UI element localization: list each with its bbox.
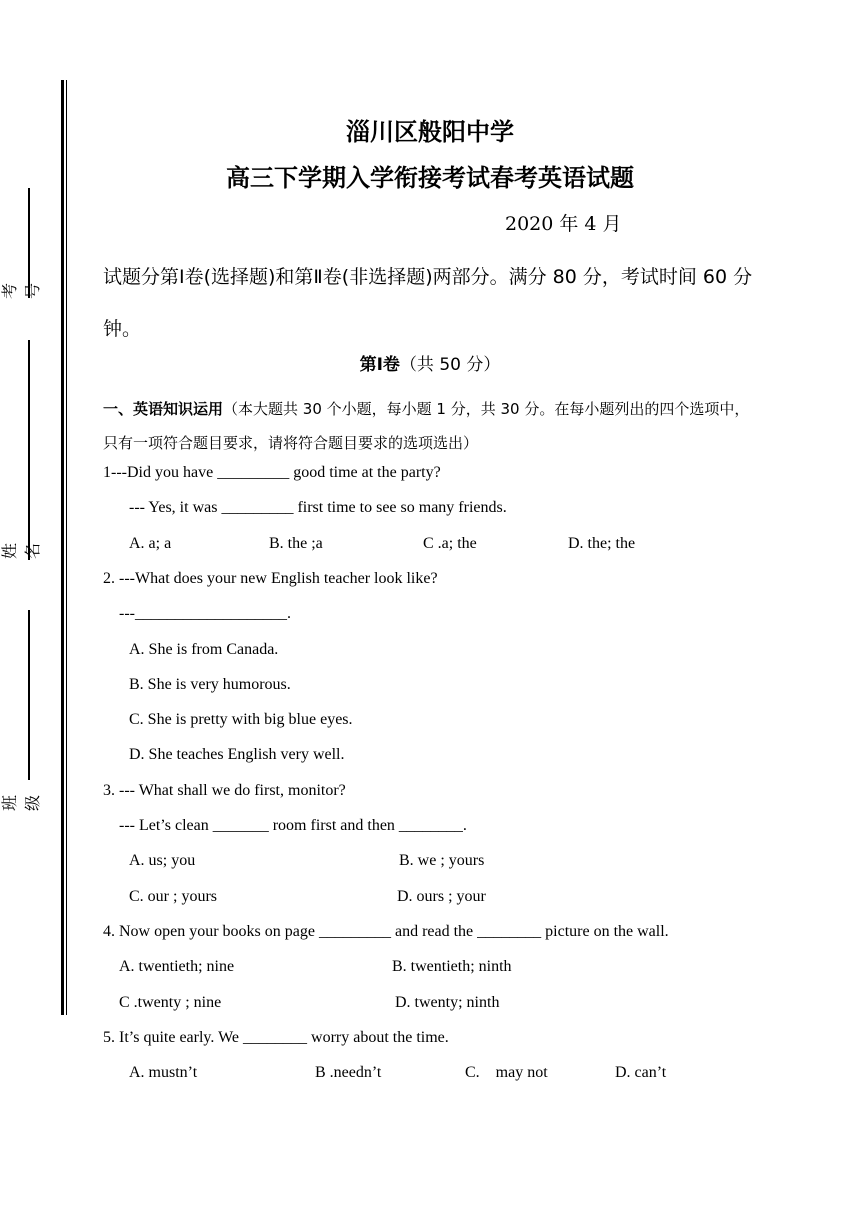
section1-heading	[103, 392, 763, 460]
option-d[interactable]: D. can’t	[615, 1064, 667, 1081]
exam-no-label: 考号	[0, 283, 42, 300]
question-stem: 5. It’s quite early. We ________ worry about the time.	[103, 1029, 449, 1046]
option-b[interactable]: B. the ;a	[269, 535, 323, 552]
option-d[interactable]: D. twenty; ninth	[395, 994, 500, 1011]
option-d[interactable]: D. ours ; your	[397, 888, 486, 905]
exam-date: 2020 年 4 月	[505, 213, 622, 235]
option-d[interactable]: D. the; the	[568, 535, 636, 552]
intro-text: 试题分第Ⅰ卷(选择题)和第Ⅱ卷(非选择题)两部分。满分 80 分，考试时间 60 分钟。	[103, 266, 753, 340]
option-a[interactable]: A. mustn’t	[129, 1064, 198, 1081]
option-d[interactable]: D. She teaches English very well.	[129, 746, 345, 763]
class-underline[interactable]	[28, 610, 30, 780]
option-a[interactable]: A. a; a	[129, 535, 172, 552]
option-c[interactable]: C. She is pretty with big blue eyes.	[129, 711, 353, 728]
option-b[interactable]: B .needn’t	[315, 1064, 382, 1081]
option-c[interactable]: C .a; the	[423, 535, 477, 552]
question-stem-2: ---___________________.	[119, 605, 291, 622]
question-stem: 3. --- What shall we do first, monitor?	[103, 782, 346, 799]
option-a[interactable]: A. twentieth; nine	[119, 958, 235, 975]
option-b[interactable]: B. twentieth; ninth	[392, 958, 512, 975]
question-stem: 1---Did you have _________ good time at the party?	[103, 464, 441, 481]
question-stem-2: --- Let’s clean _______ room first and then ________.	[119, 817, 467, 834]
option-b[interactable]: B. we ; yours	[399, 852, 485, 869]
exam-title: 高三下学期入学衔接考试春考英语试题	[226, 164, 634, 192]
part1-heading	[0, 350, 860, 375]
section1-title: 一、英语知识运用	[103, 400, 224, 418]
option-c[interactable]: C. our ; yours	[129, 888, 217, 905]
option-c[interactable]: C. may not	[465, 1064, 548, 1081]
class-label: 班级	[0, 795, 42, 812]
school-name: 淄川区般阳中学	[346, 118, 514, 146]
option-c[interactable]: C .twenty ; nine	[119, 994, 222, 1011]
question-stem: 4. Now open your books on page _________ and read the ________ picture on the wall.	[103, 923, 669, 940]
section1-instructions: （本大题共 30 个小题，每小题 1 分，共 30 分。在每小题列出的四个选项中，只有一项符合题目要求，请将符合题目要求的选项选出）	[103, 400, 750, 452]
option-a[interactable]: A. us; you	[129, 852, 196, 869]
binding-line	[61, 80, 64, 1015]
binding-line-thin	[66, 80, 67, 1015]
option-a[interactable]: A. She is from Canada.	[129, 641, 279, 658]
question-stem-2: --- Yes, it was _________ first time to see so many friends.	[129, 499, 507, 516]
question-stem: 2. ---What does your new English teacher look like?	[103, 570, 438, 587]
option-b[interactable]: B. She is very humorous.	[129, 676, 291, 693]
name-label: 姓名	[0, 543, 42, 560]
part1-title: 第Ⅰ卷	[359, 355, 400, 375]
part1-score: （共 50 分）	[399, 355, 501, 375]
